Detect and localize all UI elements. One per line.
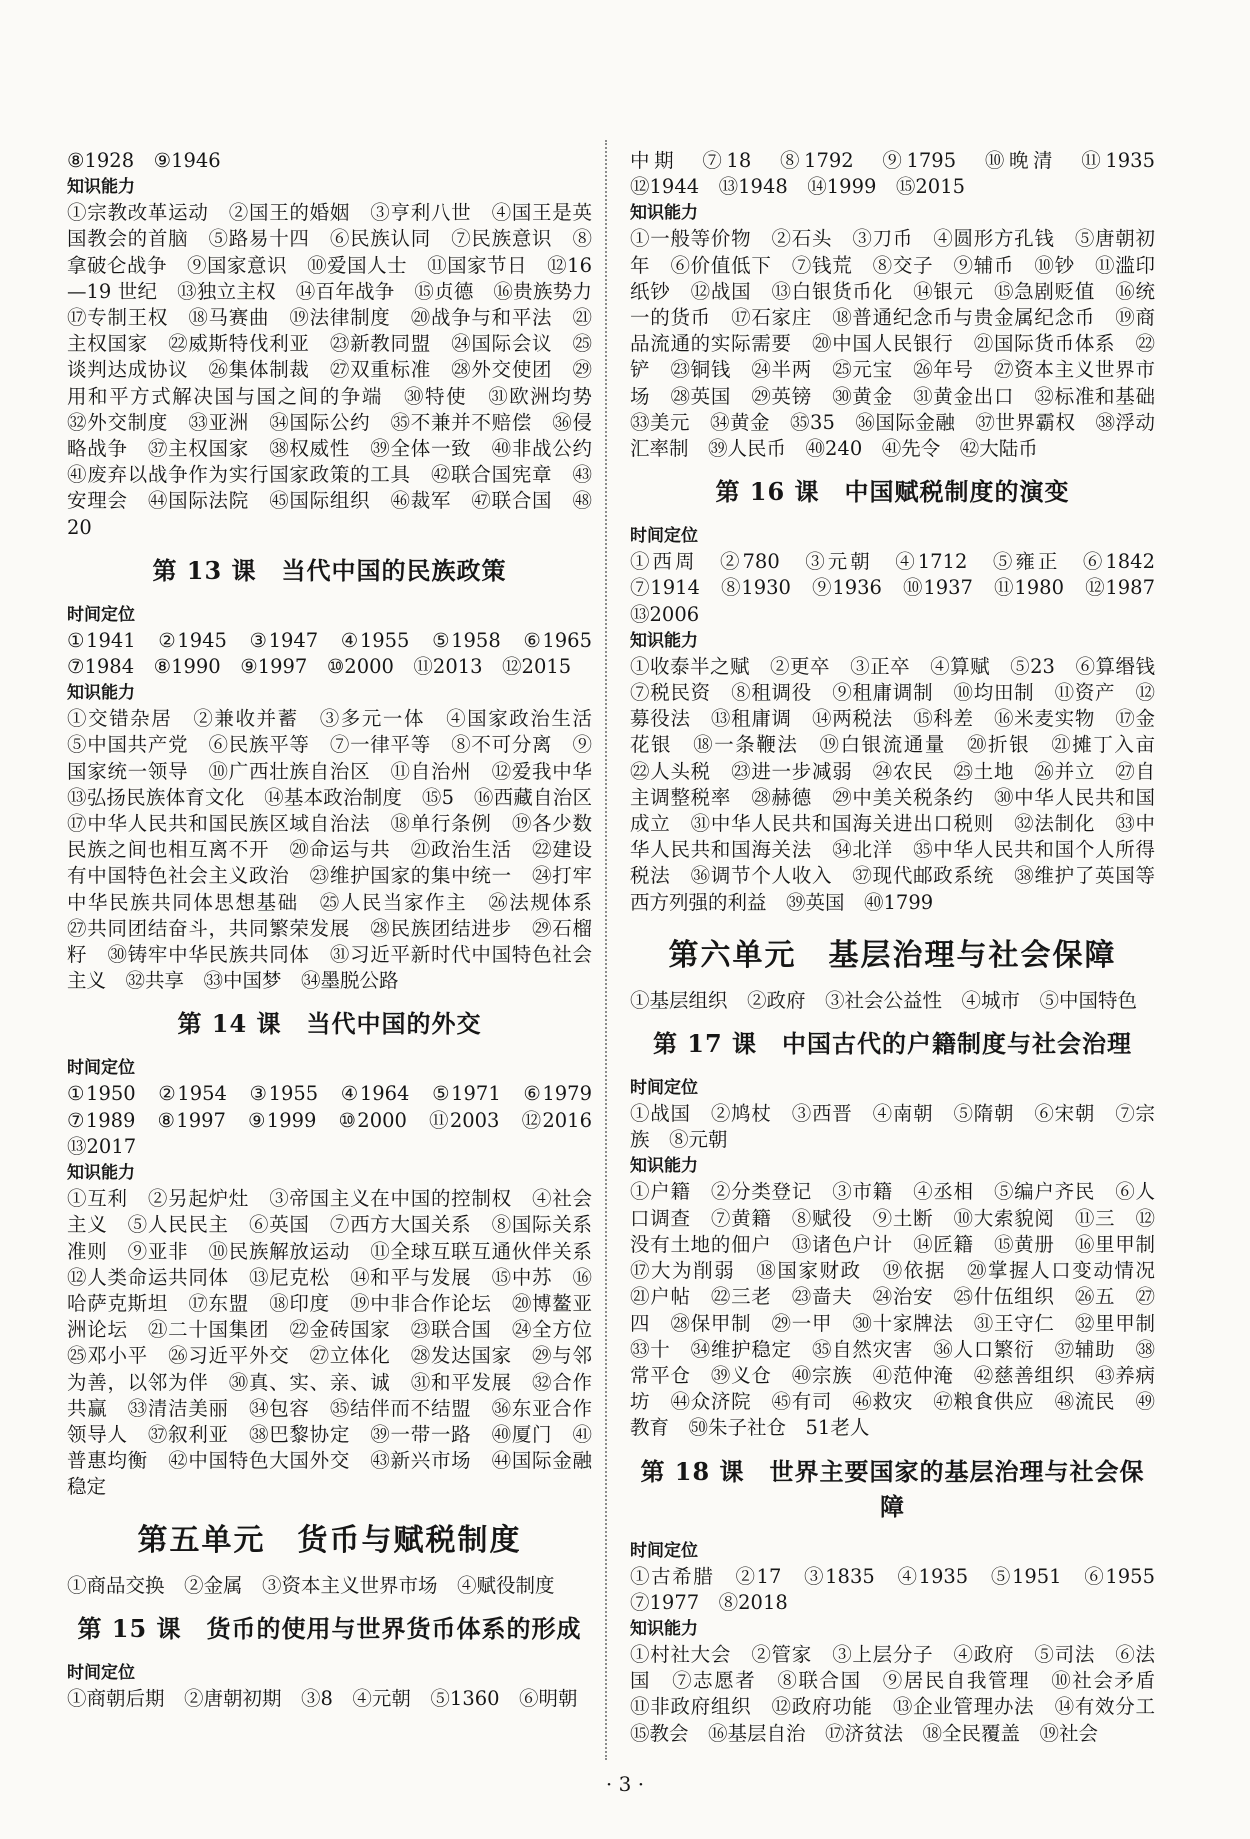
- left-column: [67, 148, 612, 1712]
- answer-paragraph: ①1950 ②1954 ③1955 ④1964 ⑤1971 ⑥1979 ⑦1989 ⑧1997 ⑨1999 ⑩2000 ⑪2003 ⑫2016 ⑬2017: [67, 1082, 612, 1158]
- section-subheading: 知识能力: [630, 203, 698, 224]
- section-subheading: 时间定位: [630, 1540, 698, 1561]
- answer-paragraph: ①基层组织 ②政府 ③社会公益性 ④城市 ⑤中国特色: [630, 988, 1138, 1012]
- answer-paragraph: ①村社大会 ②管家 ③上层分子 ④政府 ⑤司法 ⑥法国 ⑦志愿者 ⑧联合国 ⑨居民自我管理 ⑩社会矛盾 ⑪非政府组织 ⑫政府功能 ⑬企业管理办法 ⑭有效分工 ⑮教会 ⑯基层自治 ⑰济贫法 ⑱全民覆盖 ⑲社会: [630, 1642, 1175, 1745]
- answer-paragraph: ①1941 ②1945 ③1947 ④1955 ⑤1958 ⑥1965 ⑦1984 ⑧1990 ⑨1997 ⑩2000 ⑪2013 ⑫2015: [67, 628, 612, 679]
- lesson-title: 第 15 课 货币的使用与世界货币体系的形成: [77, 1613, 582, 1643]
- answer-paragraph: ⑧1928 ⑨1946: [67, 149, 221, 172]
- column-divider: [605, 140, 607, 1760]
- answer-paragraph: ①宗教改革运动 ②国王的婚姻 ③亨利八世 ④国王是英国教会的首脑 ⑤路易十四 ⑥民族认同 ⑦民族意识 ⑧拿破仑战争 ⑨国家意识 ⑩爱国人士 ⑪国家节日 ⑫16—19 世纪 ⑬独立主权 ⑭百年战争 ⑮贞德 ⑯贵族势力 ⑰专制王权 ⑱马赛曲 ⑲法律制度 ⑳战争与和平法 ㉑主权国家 ㉒威斯特伐利亚 ㉓新教同盟 ㉔国际会议 ㉕谈判达成协议 ㉖集体制裁 ㉗双重标准 ㉘外交使团 ㉙用和平方式解决国与国之间的争端 ㉚特使 ㉛欧洲均势 ㉜外交制度 ㉝亚洲 ㉞国际公约 ㉟不兼并不赔偿 ㊱侵略战争 ㊲主权国家 ㊳权威性 ㊴全体一致 ㊵非战公约 ㊶废弃以战争作为实行国家政策的工具 ㊷联合国宪章 ㊸安理会 ㊹国际法院 ㊺国际组织 ㊻裁军 ㊼联合国 ㊽20: [67, 201, 612, 539]
- answer-paragraph: ①商朝后期 ②唐朝初期 ③8 ④元朝 ⑤1360 ⑥明朝: [67, 1686, 578, 1710]
- page-number: · 3 ·: [605, 1772, 645, 1796]
- answer-paragraph: ①一般等价物 ②石头 ③刀币 ④圆形方孔钱 ⑤唐朝初年 ⑥价值低下 ⑦钱荒 ⑧交子 ⑨辅币 ⑩钞 ⑪滥印纸钞 ⑫战国 ⑬白银货币化 ⑭银元 ⑮急剧贬值 ⑯统一的货币 ⑰石家庄 ⑱普通纪念币与贵金属纪念币 ⑲商品流通的实际需要 ⑳中国人民银行 ㉑国际货币体系 ㉒铲 ㉓铜钱 ㉔半两 ㉕元宝 ㉖年号 ㉗资本主义世界市场 ㉘英国 ㉙英镑 ㉚黄金 ㉛黄金出口 ㉜标准和基础 ㉝美元 ㉞黄金 ㉟35 ㊱国际金融 ㊲世界霸权 ㊳浮动汇率制 ㊴人民币 ㊵240 ㊶先令 ㊷大陆币: [630, 227, 1175, 461]
- lesson-title: 第 14 课 当代中国的外交: [177, 1009, 482, 1039]
- answer-paragraph: ①战国 ②鸠杖 ③西晋 ④南朝 ⑤隋朝 ⑥宋朝 ⑦宗族 ⑧元朝: [630, 1102, 1155, 1152]
- answer-paragraph: ①收泰半之赋 ②更卒 ③正卒 ④算赋 ⑤23 ⑥算缗钱 ⑦税民资 ⑧租调役 ⑨租庸调制 ⑩均田制 ⑪资产 ⑫募役法 ⑬租庸调 ⑭两税法 ⑮科差 ⑯米麦实物 ⑰金花银 ⑱一条鞭法 ⑲白银流通量 ⑳折银 ㉑摊丁入亩 ㉒人头税 ㉓进一步减弱 ㉔农民 ㉕土地 ㉖并立 ㉗自主调整税率 ㉘赫德 ㉙中美关税条约 ㉚中华人民共和国成立 ㉛中华人民共和国海关进出口税则 ㉜法制化 ㉝中华人民共和国海关法 ㉞北洋 ㉟中华人民共和国个人所得税法 ㊱调节个人收入 ㊲现代邮政系统 ㊳维护了英国等西方列强的利益 ㊴英国 ㊵1799: [630, 654, 1175, 914]
- answer-paragraph: ①互利 ②另起炉灶 ③帝国主义在中国的控制权 ④社会主义 ⑤人民民主 ⑥英国 ⑦西方大国关系 ⑧国际关系准则 ⑨亚非 ⑩民族解放运动 ⑪全球互联互通伙伴关系 ⑫人类命运共同体 ⑬尼克松 ⑭和平与发展 ⑮中苏 ⑯哈萨克斯坦 ⑰东盟 ⑱印度 ⑲中非合作论坛 ⑳博鳌亚洲论坛 ㉑二十国集团 ㉒金砖国家 ㉓联合国 ㉔全方位 ㉕邓小平 ㉖习近平外交 ㉗立体化 ㉘发达国家 ㉙与邻为善，以邻为伴 ㉚真、实、亲、诚 ㉛和平发展 ㉜合作共赢 ㉝清洁美丽 ㉞包容 ㉟结伴而不结盟 ㊱东亚合作领导人 ㊲叙利亚 ㊳巴黎协定 ㊴一带一路 ㊵厦门 ㊶普惠均衡 ㊷中国特色大国外交 ㊸新兴市场 ㊹国际金融稳定: [67, 1187, 612, 1499]
- section-subheading: 知识能力: [630, 1156, 698, 1177]
- answer-paragraph: ①交错杂居 ②兼收并蓄 ③多元一体 ④国家政治生活 ⑤中国共产党 ⑥民族平等 ⑦一律平等 ⑧不可分离 ⑨国家统一领导 ⑩广西壮族自治区 ⑪自治州 ⑫爱我中华 ⑬弘扬民族体育文化 ⑭基本政治制度 ⑮5 ⑯西藏自治区 ⑰中华人民共和国民族区域自治法 ⑱单行条例 ⑲各少数民族之间也相互离不开 ⑳命运与共 ㉑政治生活 ㉒建设有中国特色社会主义政治 ㉓维护国家的集中统一 ㉔打牢中华民族共同体思想基础 ㉕人民当家作主 ㉖法规体系 ㉗共同团结奋斗，共同繁荣发展 ㉘民族团结进步 ㉙石榴籽 ㉚铸牢中华民族共同体 ㉛习近平新时代中国特色社会主义 ㉜共享 ㉝中国梦 ㉞墨脱公路: [67, 707, 612, 993]
- section-subheading: 时间定位: [67, 1662, 135, 1683]
- answer-paragraph: ①西周 ②780 ③元朝 ④1712 ⑤雍正 ⑥1842 ⑦1914 ⑧1930 ⑨1936 ⑩1937 ⑪1980 ⑫1987 ⑬2006: [630, 550, 1175, 626]
- section-subheading: 时间定位: [67, 1058, 135, 1079]
- section-subheading: 知识能力: [67, 177, 135, 198]
- section-subheading: 时间定位: [630, 1078, 698, 1099]
- section-subheading: 知识能力: [630, 630, 698, 651]
- answer-paragraph: ①商品交换 ②金属 ③资本主义世界市场 ④赋役制度: [67, 1573, 555, 1597]
- lesson-title: 第 13 课 当代中国的民族政策: [152, 555, 507, 585]
- section-subheading: 时间定位: [630, 526, 698, 547]
- lesson-title: 第 16 课 中国赋税制度的演变: [715, 477, 1070, 507]
- section-subheading: 知识能力: [630, 1618, 698, 1639]
- section-subheading: 时间定位: [67, 604, 135, 625]
- section-subheading: 知识能力: [67, 683, 135, 704]
- answer-paragraph: 中期 ⑦18 ⑧1792 ⑨1795 ⑩晚清 ⑪1935 ⑫1944 ⑬1948 ⑭1999 ⑮2015: [630, 149, 1175, 199]
- lesson-title: 第 18 课 世界主要国家的基层治理与社会保障: [640, 1456, 1145, 1521]
- right-column: [630, 148, 1175, 1747]
- unit-title: 第六单元 基层治理与社会保障: [668, 937, 1117, 973]
- section-subheading: 知识能力: [67, 1163, 135, 1184]
- answer-paragraph: ①户籍 ②分类登记 ③市籍 ④丞相 ⑤编户齐民 ⑥人口调查 ⑦黄籍 ⑧赋役 ⑨土断 ⑩大索貌阅 ⑪三 ⑫没有土地的佃户 ⑬诸色户计 ⑭匠籍 ⑮黄册 ⑯里甲制 ⑰大为削弱 ⑱国家财政 ⑲依据 ⑳掌握人口变动情况 ㉑户帖 ㉒三老 ㉓啬夫 ㉔治安 ㉕什伍组织 ㉖五 ㉗四 ㉘保甲制 ㉙一甲 ㉚十家牌法 ㉛王守仁 ㉜里甲制 ㉝十 ㉞维护稳定 ㉟自然灾害 ㊱人口繁衍 ㊲辅助 ㊳常平仓 ㊴义仓 ㊵宗族 ㊶范仲淹 ㊷慈善组织 ㊸养病坊 ㊹众济院 ㊺有司 ㊻救灾 ㊼粮食供应 ㊽流民 ㊾教育 ㊿朱子社仓 51老人: [630, 1180, 1175, 1440]
- lesson-title: 第 17 课 中国古代的户籍制度与社会治理: [652, 1029, 1133, 1059]
- unit-title: 第五单元 货币与赋税制度: [137, 1522, 522, 1558]
- answer-paragraph: ①古希腊 ②17 ③1835 ④1935 ⑤1951 ⑥1955 ⑦1977 ⑧2018: [630, 1564, 1175, 1614]
